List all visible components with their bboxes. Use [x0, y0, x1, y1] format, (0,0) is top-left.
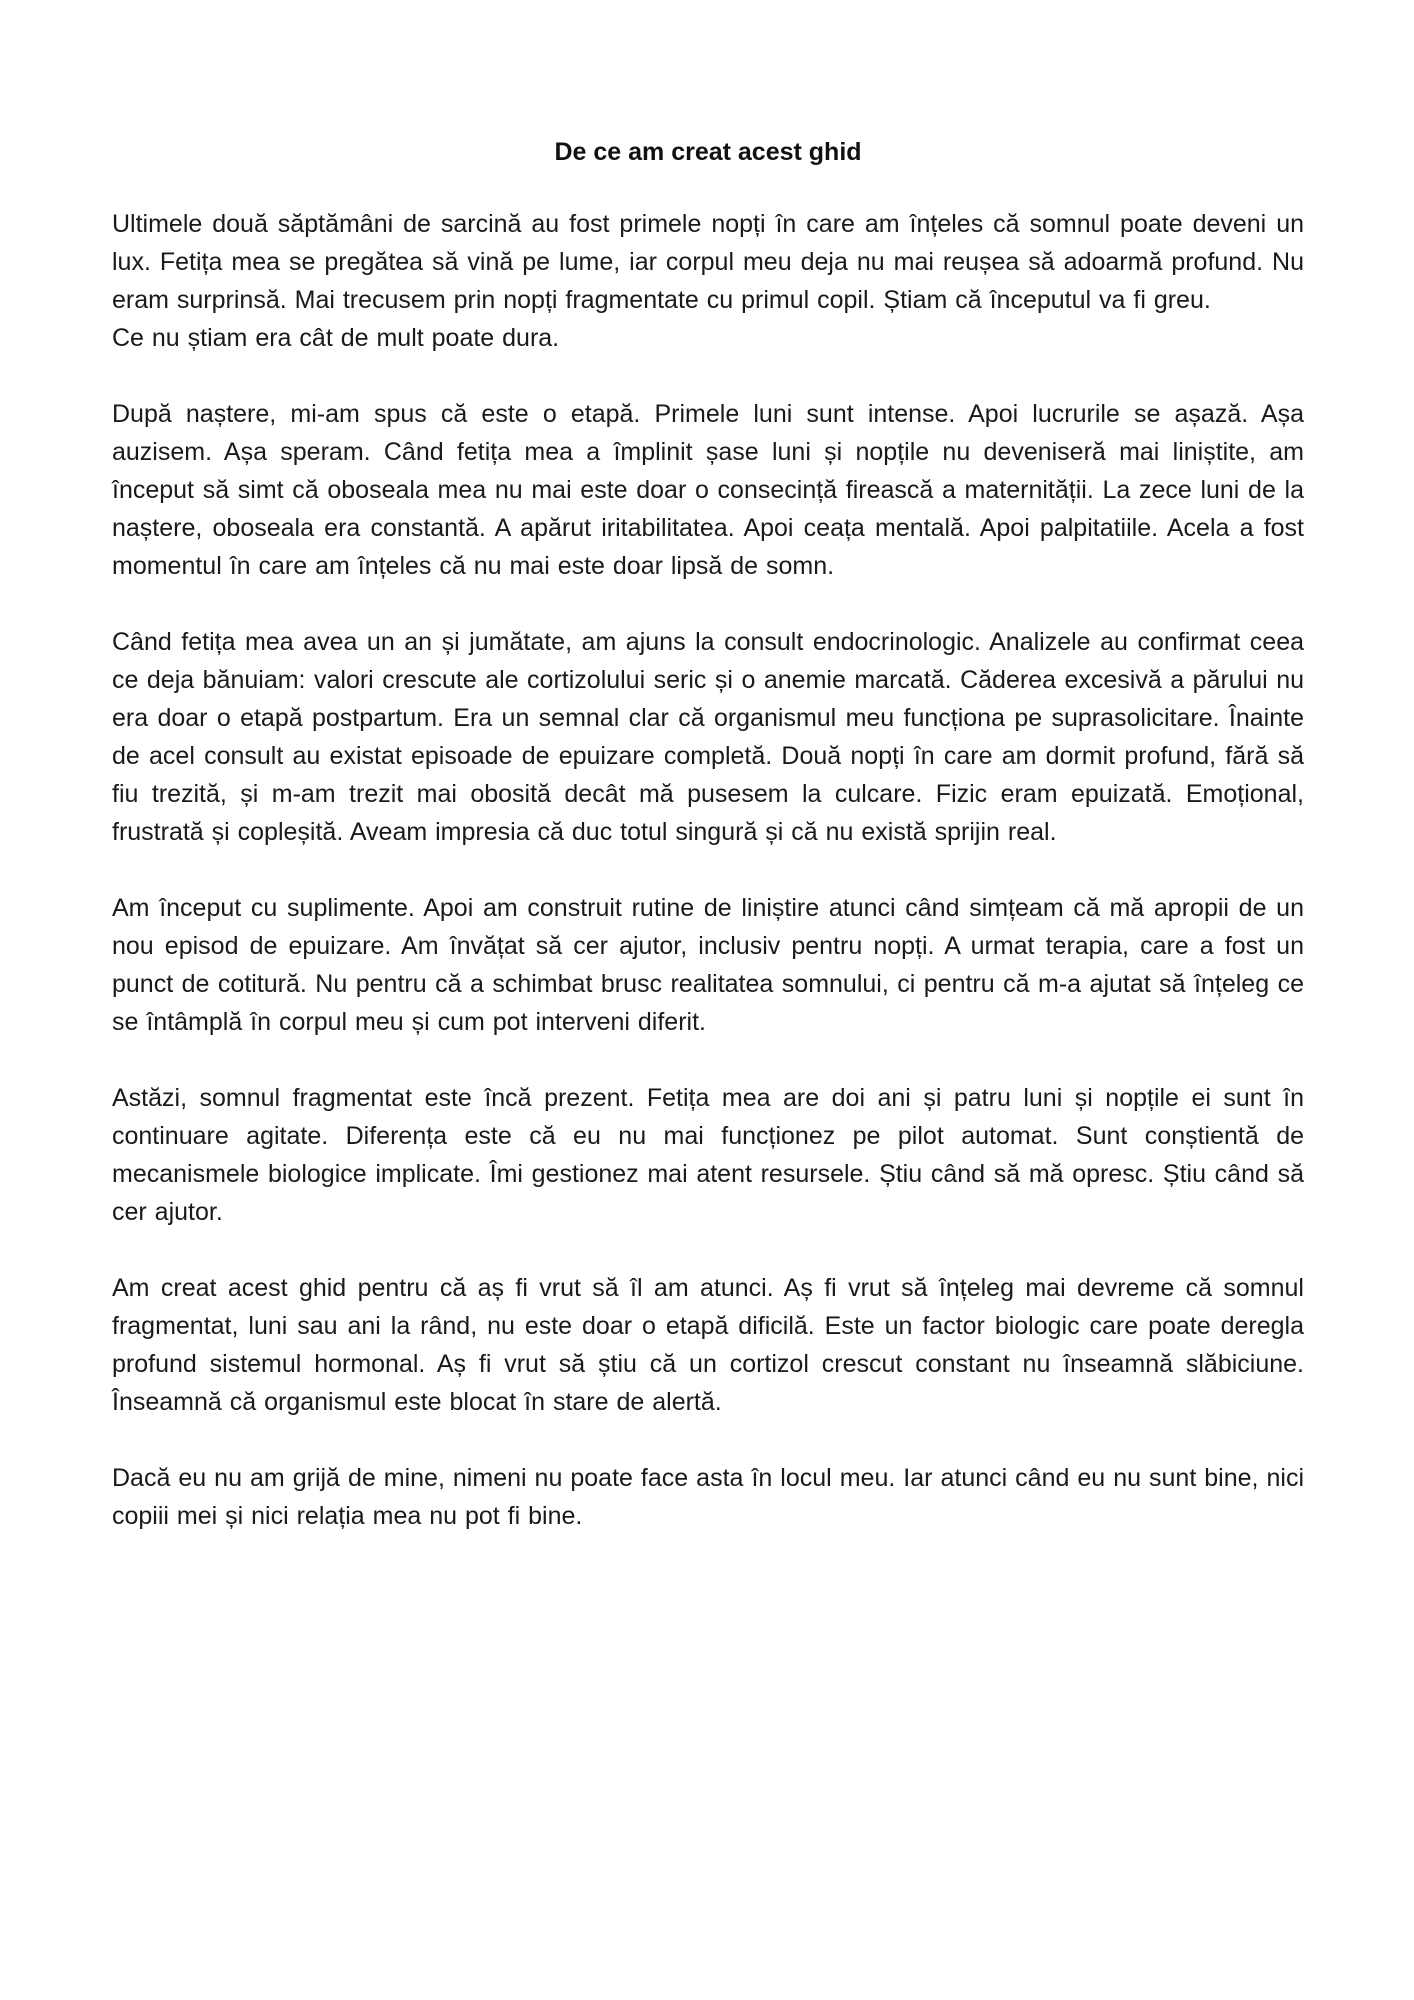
paragraph-continuation-line: Ce nu știam era cât de mult poate dura.: [112, 324, 560, 352]
page-title: De ce am creat acest ghid: [554, 138, 862, 166]
paragraph: Am creat acest ghid pentru că aș fi vrut să îl am atunci. Aș fi vrut să înțeleg mai devreme că somnul fragmentat, luni sau ani la rând, nu este doar o etapă dificilă. Este un factor biologic care poate deregla profund sistemul hormonal. Aș fi vrut să știu că un cortizol crescut constant nu înseamnă slăbiciune. Înseamnă că organismul este blocat în stare de alertă.: [112, 1274, 1304, 1416]
paragraph: După naștere, mi-am spus că este o etapă. Primele luni sunt intense. Apoi lucrurile se așază. Așa auzisem. Așa speram. Când fetița mea a împlinit șase luni și nopțile nu deveniseră mai liniștite, am început să simt că oboseala mea nu mai este doar o consecință firească a maternității. La zece luni de la naștere, oboseala era constantă. A apărut iritabilitatea. Apoi ceața mentală. Apoi palpitatiile. Acela a fost momentul în care am înțeles că nu mai este doar lipsă de somn.: [112, 400, 1304, 580]
paragraph: Când fetița mea avea un an și jumătate, am ajuns la consult endocrinologic. Analizele au confirmat ceea ce deja bănuiam: valori crescute ale cortizolului seric și o anemie marcată. Căderea excesivă a părului nu era doar o etapă postpartum. Era un semnal clar că organismul meu funcționa pe suprasolicitare. Înainte de acel consult au existat episoade de epuizare completă. Două nopți în care am dormit profund, fără să fiu trezită, și m-am trezit mai obosită decât mă pusesem la culcare. Fizic eram epuizată. Emoțional, frustrată și copleșită. Aveam impresia că duc totul singură și că nu există sprijin real.: [112, 628, 1304, 846]
paragraph: Am început cu suplimente. Apoi am construit rutine de liniștire atunci când simțeam că mă apropii de un nou episod de epuizare. Am învățat să cer ajutor, inclusiv pentru nopți. A urmat terapia, care a fost un punct de cotitură. Nu pentru că a schimbat brusc realitatea somnului, ci pentru că m-a ajutat să înțeleg ce se întâmplă în corpul meu și cum pot interveni diferit.: [112, 894, 1304, 1036]
paragraph: Ultimele două săptămâni de sarcină au fost primele nopți în care am înțeles că somnul poate deveni un lux. Fetița mea se pregătea să vină pe lume, iar corpul meu deja nu mai reușea să adoarmă profund. Nu eram surprinsă. Mai trecusem prin nopți fragmentate cu primul copil. Știam că începutul va fi greu.: [112, 210, 1304, 314]
paragraph: Dacă eu nu am grijă de mine, nimeni nu poate face asta în locul meu. Iar atunci când eu nu sunt bine, nici copiii mei și nici relația mea nu pot fi bine.: [112, 1464, 1304, 1530]
paragraph: Astăzi, somnul fragmentat este încă prezent. Fetița mea are doi ani și patru luni și nopțile ei sunt în continuare agitate. Diferența este că eu nu mai funcționez pe pilot automat. Sunt conștientă de mecanismele biologice implicate. Îmi gestionez mai atent resursele. Știu când să mă opresc. Știu când să cer ajutor.: [112, 1084, 1304, 1226]
